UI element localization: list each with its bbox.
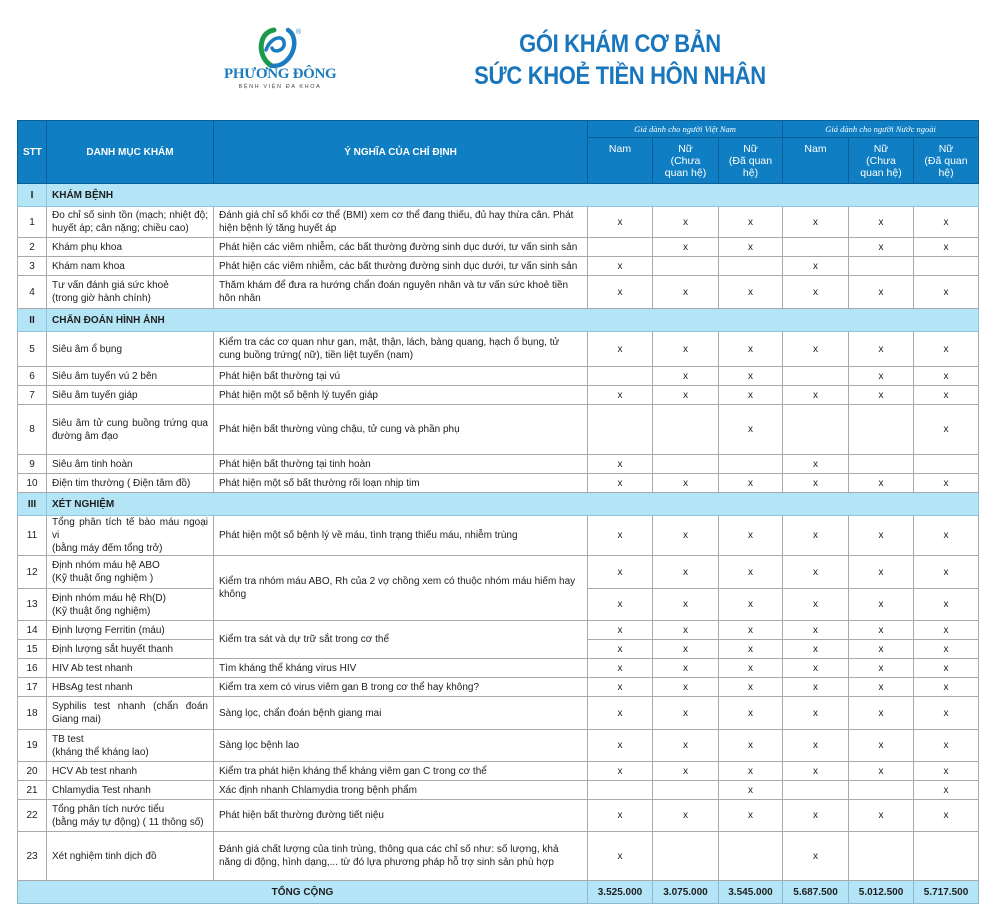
exam-meaning: Phát hiện các viêm nhiễm, các bất thường đường sinh dục dưới, tư vấn sinh sản: [214, 257, 588, 276]
row-number: 19: [18, 730, 47, 762]
included-mark: x: [653, 276, 719, 309]
included-mark: [719, 832, 783, 881]
included-mark: x: [783, 621, 849, 640]
included-mark: x: [588, 207, 653, 238]
included-mark: x: [783, 257, 849, 276]
exam-item: Siêu âm ổ bụng: [47, 332, 214, 367]
included-mark: x: [653, 697, 719, 730]
included-mark: [914, 832, 979, 881]
included-mark: x: [653, 238, 719, 257]
included-mark: x: [719, 276, 783, 309]
table-row: [18, 367, 979, 386]
included-mark: x: [588, 589, 653, 621]
included-mark: x: [588, 659, 653, 678]
row-number: 17: [18, 678, 47, 697]
included-mark: [783, 405, 849, 455]
exam-meaning: Tìm kháng thể kháng virus HIV: [214, 659, 588, 678]
included-mark: x: [914, 276, 979, 309]
total-row: [18, 881, 979, 904]
included-mark: x: [783, 640, 849, 659]
included-mark: [849, 832, 914, 881]
included-mark: x: [588, 516, 653, 556]
row-number: 23: [18, 832, 47, 881]
exam-item: Điện tim thường ( Điện tâm đồ): [47, 474, 214, 493]
table-row: [18, 386, 979, 405]
col-meaning: Ý NGHĨA CỦA CHỈ ĐỊNH: [214, 121, 588, 184]
included-mark: x: [914, 800, 979, 832]
included-mark: x: [653, 640, 719, 659]
logo-name: PHƯƠNG ĐÔNG: [224, 66, 337, 82]
total-price: 3.075.000: [653, 881, 719, 904]
table-row: [18, 516, 979, 556]
included-mark: x: [588, 832, 653, 881]
included-mark: x: [719, 621, 783, 640]
col-fr-male: Nam: [783, 138, 849, 184]
row-number: 3: [18, 257, 47, 276]
exam-meaning: Phát hiện bất thường tại tinh hoàn: [214, 455, 588, 474]
total-price: 3.545.000: [719, 881, 783, 904]
row-number: 22: [18, 800, 47, 832]
included-mark: [653, 832, 719, 881]
page-title: [444, 28, 796, 92]
exam-item: Chlamydia Test nhanh: [47, 781, 214, 800]
exam-item: Định lượng Ferritin (máu): [47, 621, 214, 640]
included-mark: x: [783, 762, 849, 781]
included-mark: x: [914, 332, 979, 367]
included-mark: x: [783, 659, 849, 678]
exam-item: HCV Ab test nhanh: [47, 762, 214, 781]
col-fr-female-married: Nữ (Đã quan hệ): [914, 138, 979, 184]
included-mark: x: [719, 697, 783, 730]
section-number: II: [18, 309, 47, 332]
included-mark: x: [719, 238, 783, 257]
section-row: [18, 184, 979, 207]
included-mark: x: [719, 367, 783, 386]
exam-meaning: Đánh giá chất lượng của tinh trùng, thông qua các chỉ số như: số lượng, khả năng di động, hình dạng,... từ đó lựa phương pháp hỗ trợ sinh sản phù hợp: [214, 832, 588, 881]
row-number: 8: [18, 405, 47, 455]
exam-item: Khám nam khoa: [47, 257, 214, 276]
included-mark: x: [719, 762, 783, 781]
table-row: [18, 474, 979, 493]
exam-meaning: Sàng lọc, chẩn đoán bệnh giang mai: [214, 697, 588, 730]
included-mark: x: [653, 659, 719, 678]
exam-meaning: Phát hiện một số bệnh lý tuyến giáp: [214, 386, 588, 405]
exam-item: Siêu âm tuyến giáp: [47, 386, 214, 405]
table-row: [18, 697, 979, 730]
exam-item: Tổng phân tích tế bào máu ngoại vi (bằng máy đếm tổng trở): [47, 516, 214, 556]
included-mark: [588, 238, 653, 257]
title-line-1: GÓI KHÁM CƠ BẢN: [519, 30, 721, 58]
included-mark: x: [653, 332, 719, 367]
included-mark: x: [719, 556, 783, 589]
included-mark: x: [588, 257, 653, 276]
row-number: 15: [18, 640, 47, 659]
total-price: 3.525.000: [588, 881, 653, 904]
included-mark: x: [849, 621, 914, 640]
exam-item: Tư vấn đánh giá sức khoẻ (trong giờ hành chính): [47, 276, 214, 309]
row-number: 21: [18, 781, 47, 800]
included-mark: [653, 405, 719, 455]
row-number: 7: [18, 386, 47, 405]
included-mark: x: [588, 800, 653, 832]
table-row: [18, 832, 979, 881]
logo-subtitle: BỆNH VIỆN ĐA KHOA: [238, 84, 322, 90]
table-row: [18, 455, 979, 474]
exam-meaning: Kiểm tra phát hiện kháng thể kháng viêm gan C trong cơ thể: [214, 762, 588, 781]
included-mark: x: [719, 659, 783, 678]
included-mark: x: [783, 332, 849, 367]
row-number: 9: [18, 455, 47, 474]
row-number: 13: [18, 589, 47, 621]
included-mark: x: [849, 730, 914, 762]
included-mark: x: [783, 556, 849, 589]
row-number: 5: [18, 332, 47, 367]
included-mark: x: [783, 800, 849, 832]
price-table: [17, 120, 979, 904]
included-mark: [588, 781, 653, 800]
included-mark: x: [588, 386, 653, 405]
included-mark: x: [914, 678, 979, 697]
included-mark: x: [653, 589, 719, 621]
included-mark: x: [653, 800, 719, 832]
included-mark: x: [783, 589, 849, 621]
exam-meaning: Phát hiện bất thường đường tiết niệu: [214, 800, 588, 832]
included-mark: x: [719, 386, 783, 405]
exam-item: Siêu âm tinh hoàn: [47, 455, 214, 474]
included-mark: x: [849, 556, 914, 589]
included-mark: x: [849, 640, 914, 659]
section-row: [18, 493, 979, 516]
included-mark: x: [588, 474, 653, 493]
included-mark: x: [719, 800, 783, 832]
included-mark: x: [588, 556, 653, 589]
section-title: CHẨN ĐOÁN HÌNH ẢNH: [47, 309, 979, 332]
included-mark: x: [914, 640, 979, 659]
exam-item: Đo chỉ số sinh tồn (mạch; nhiệt độ; huyết áp; cân nặng; chiều cao): [47, 207, 214, 238]
included-mark: x: [914, 516, 979, 556]
table-row: [18, 621, 979, 640]
col-item: DANH MỤC KHÁM: [47, 121, 214, 184]
row-number: 12: [18, 556, 47, 589]
exam-item: HIV Ab test nhanh: [47, 659, 214, 678]
exam-item: Siêu âm tử cung buồng trứng qua đường âm đạo: [47, 405, 214, 455]
included-mark: x: [914, 386, 979, 405]
included-mark: x: [588, 621, 653, 640]
included-mark: x: [783, 276, 849, 309]
included-mark: x: [719, 781, 783, 800]
exam-item: HBsAg test nhanh: [47, 678, 214, 697]
included-mark: x: [914, 697, 979, 730]
group-vietnamese: Giá dành cho người Việt Nam: [588, 121, 783, 138]
included-mark: x: [588, 332, 653, 367]
included-mark: x: [914, 474, 979, 493]
included-mark: x: [653, 516, 719, 556]
included-mark: x: [849, 659, 914, 678]
exam-item: Xét nghiệm tinh dịch đồ: [47, 832, 214, 881]
included-mark: x: [653, 678, 719, 697]
included-mark: x: [914, 405, 979, 455]
included-mark: [588, 367, 653, 386]
title-line-2: SỨC KHOẺ TIỀN HÔN NHÂN: [474, 62, 766, 90]
exam-meaning: Phát hiện bất thường vùng chậu, tử cung và phần phụ: [214, 405, 588, 455]
row-number: 20: [18, 762, 47, 781]
included-mark: x: [719, 207, 783, 238]
exam-meaning: Phát hiện các viêm nhiễm, các bất thường đường sinh dục dưới, tư vấn sinh sản: [214, 238, 588, 257]
table-row: [18, 207, 979, 238]
included-mark: x: [783, 678, 849, 697]
total-label: TỔNG CỘNG: [18, 881, 588, 904]
row-number: 4: [18, 276, 47, 309]
total-price: 5.717.500: [914, 881, 979, 904]
included-mark: x: [914, 659, 979, 678]
included-mark: x: [783, 386, 849, 405]
included-mark: [783, 238, 849, 257]
included-mark: x: [653, 386, 719, 405]
included-mark: x: [783, 730, 849, 762]
included-mark: x: [849, 207, 914, 238]
exam-meaning: Kiểm tra xem có virus viêm gan B trong cơ thể hay không?: [214, 678, 588, 697]
total-price: 5.687.500: [783, 881, 849, 904]
included-mark: x: [719, 678, 783, 697]
included-mark: [914, 257, 979, 276]
included-mark: x: [653, 730, 719, 762]
included-mark: x: [588, 455, 653, 474]
included-mark: x: [719, 516, 783, 556]
table-row: [18, 276, 979, 309]
included-mark: x: [783, 832, 849, 881]
included-mark: x: [849, 367, 914, 386]
included-mark: x: [653, 556, 719, 589]
included-mark: x: [719, 332, 783, 367]
table-row: [18, 730, 979, 762]
included-mark: x: [588, 640, 653, 659]
included-mark: x: [783, 455, 849, 474]
row-number: 10: [18, 474, 47, 493]
table-row: [18, 332, 979, 367]
exam-meaning: Phát hiện một số bất thường rối loạn nhịp tim: [214, 474, 588, 493]
exam-meaning: Kiểm tra nhóm máu ABO, Rh của 2 vợ chồng xem có thuộc nhóm máu hiếm hay không: [214, 556, 588, 621]
included-mark: x: [783, 697, 849, 730]
included-mark: x: [849, 800, 914, 832]
svg-text:®: ®: [296, 29, 302, 36]
col-vn-male: Nam: [588, 138, 653, 184]
included-mark: x: [719, 405, 783, 455]
table-body: [18, 184, 979, 904]
hospital-logo: [224, 26, 336, 96]
included-mark: x: [914, 762, 979, 781]
row-number: 18: [18, 697, 47, 730]
exam-meaning: Thăm khám để đưa ra hướng chẩn đoán nguyên nhân và tư vấn sức khoẻ tiền hôn nhân: [214, 276, 588, 309]
included-mark: x: [588, 730, 653, 762]
exam-meaning: Kiểm tra sát và dự trữ sắt trong cơ thể: [214, 621, 588, 659]
col-vn-female-single: Nữ (Chưa quan hệ): [653, 138, 719, 184]
included-mark: x: [588, 678, 653, 697]
included-mark: x: [653, 367, 719, 386]
included-mark: [849, 781, 914, 800]
included-mark: x: [588, 762, 653, 781]
included-mark: [914, 455, 979, 474]
included-mark: x: [588, 697, 653, 730]
table-row: [18, 405, 979, 455]
included-mark: x: [849, 589, 914, 621]
exam-meaning: Sàng lọc bệnh lao: [214, 730, 588, 762]
group-foreign: Giá dành cho người Nước ngoài: [783, 121, 979, 138]
table-row: [18, 781, 979, 800]
section-title: KHÁM BỆNH: [47, 184, 979, 207]
included-mark: x: [849, 697, 914, 730]
included-mark: x: [719, 589, 783, 621]
row-number: 1: [18, 207, 47, 238]
included-mark: x: [719, 730, 783, 762]
included-mark: x: [914, 556, 979, 589]
section-number: III: [18, 493, 47, 516]
exam-item: Siêu âm tuyến vú 2 bên: [47, 367, 214, 386]
row-number: 16: [18, 659, 47, 678]
included-mark: x: [914, 621, 979, 640]
total-price: 5.012.500: [849, 881, 914, 904]
included-mark: x: [849, 762, 914, 781]
included-mark: x: [914, 238, 979, 257]
included-mark: x: [653, 762, 719, 781]
included-mark: [719, 455, 783, 474]
included-mark: x: [849, 276, 914, 309]
included-mark: x: [849, 238, 914, 257]
included-mark: x: [849, 474, 914, 493]
included-mark: [653, 455, 719, 474]
included-mark: x: [783, 474, 849, 493]
included-mark: x: [914, 367, 979, 386]
table-header: [18, 121, 979, 184]
table-row: [18, 762, 979, 781]
included-mark: [588, 405, 653, 455]
exam-meaning: Xác định nhanh Chlamydia trong bệnh phẩm: [214, 781, 588, 800]
col-vn-female-married: Nữ (Đã quan hệ): [719, 138, 783, 184]
table-row: [18, 800, 979, 832]
included-mark: x: [914, 207, 979, 238]
section-row: [18, 309, 979, 332]
included-mark: [783, 367, 849, 386]
included-mark: x: [783, 516, 849, 556]
section-number: I: [18, 184, 47, 207]
row-number: 2: [18, 238, 47, 257]
included-mark: [849, 405, 914, 455]
included-mark: x: [588, 276, 653, 309]
row-number: 14: [18, 621, 47, 640]
exam-item: Định nhóm máu hệ Rh(D) (Kỹ thuật ống nghiệm): [47, 589, 214, 621]
row-number: 6: [18, 367, 47, 386]
included-mark: [653, 781, 719, 800]
included-mark: x: [719, 640, 783, 659]
exam-meaning: Phát hiện một số bệnh lý về máu, tình trạng thiếu máu, nhiễm trùng: [214, 516, 588, 556]
row-number: 11: [18, 516, 47, 556]
included-mark: x: [914, 589, 979, 621]
included-mark: [849, 455, 914, 474]
included-mark: x: [783, 207, 849, 238]
included-mark: [783, 781, 849, 800]
exam-item: Định lượng sắt huyết thanh: [47, 640, 214, 659]
included-mark: x: [849, 678, 914, 697]
table-row: [18, 659, 979, 678]
phuong-dong-logo-icon: [252, 26, 308, 68]
table-row: [18, 556, 979, 589]
included-mark: x: [849, 516, 914, 556]
included-mark: x: [914, 730, 979, 762]
included-mark: x: [849, 332, 914, 367]
col-fr-female-single: Nữ (Chưa quan hệ): [849, 138, 914, 184]
included-mark: [653, 257, 719, 276]
exam-item: Định nhóm máu hệ ABO (Kỹ thuật ống nghiệm ): [47, 556, 214, 589]
included-mark: [719, 257, 783, 276]
exam-meaning: Đánh giá chỉ số khối cơ thể (BMI) xem cơ thể đang thiếu, đủ hay thừa cân. Phát hiện bệnh lý tăng huyết áp: [214, 207, 588, 238]
exam-item: Syphilis test nhanh (chẩn đoán Giang mai): [47, 697, 214, 730]
included-mark: x: [914, 781, 979, 800]
included-mark: x: [653, 621, 719, 640]
exam-item: Khám phụ khoa: [47, 238, 214, 257]
table-row: [18, 257, 979, 276]
exam-meaning: Kiểm tra các cơ quan như gan, mật, thận, lách, bàng quang, hạch ổ bụng, tử cung buồng trứng( nữ), tiền liệt tuyến (nam): [214, 332, 588, 367]
included-mark: x: [849, 386, 914, 405]
col-stt: STT: [18, 121, 47, 184]
exam-meaning: Phát hiện bất thường tại vú: [214, 367, 588, 386]
section-title: XÉT NGHIỆM: [47, 493, 979, 516]
included-mark: x: [653, 207, 719, 238]
table-row: [18, 238, 979, 257]
exam-item: TB test (kháng thể kháng lao): [47, 730, 214, 762]
table-row: [18, 678, 979, 697]
included-mark: x: [719, 474, 783, 493]
included-mark: x: [653, 474, 719, 493]
exam-item: Tổng phân tích nước tiểu (bằng máy tự động) ( 11 thông số): [47, 800, 214, 832]
included-mark: [849, 257, 914, 276]
